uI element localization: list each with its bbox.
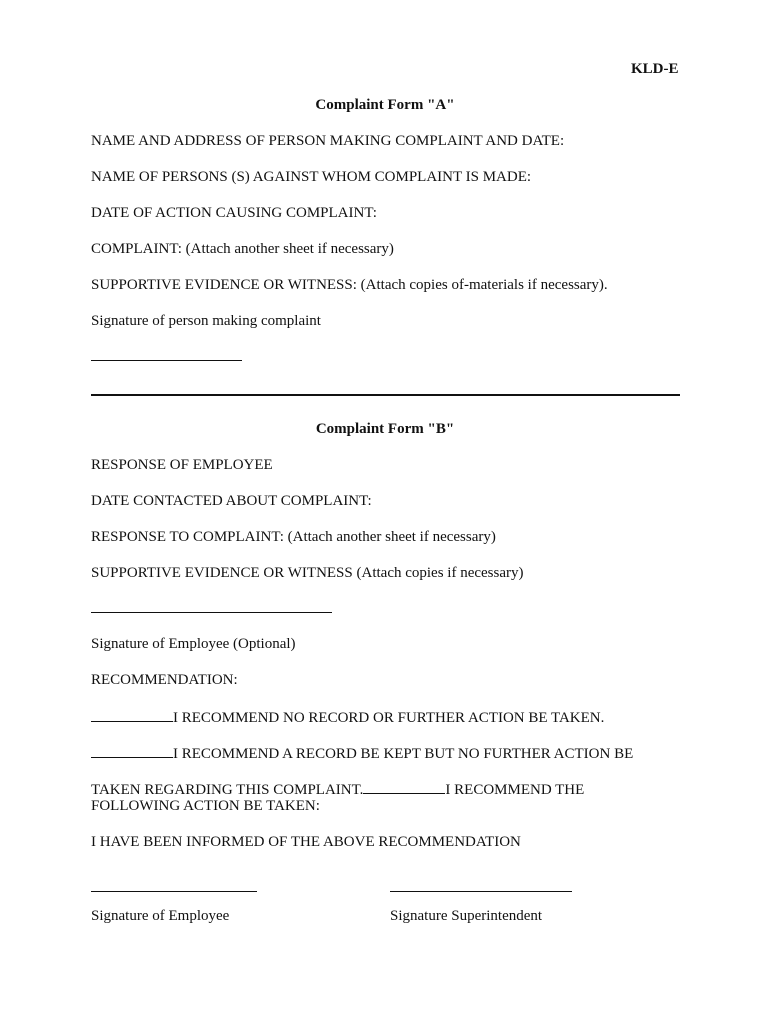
employee-signature-label: Signature of Employee (Optional) [91, 636, 296, 652]
form-a-signature-label: Signature of person making complaint [91, 313, 321, 329]
form-a-signature-line[interactable] [91, 360, 242, 361]
recommendation-1-text: I RECOMMEND NO RECORD OR FURTHER ACTION BE TAKEN. [173, 710, 605, 726]
recommendation-2-cont-text: TAKEN REGARDING THIS COMPLAINT. [91, 782, 364, 798]
recommendation-3-continued: FOLLOWING ACTION BE TAKEN: [91, 798, 320, 814]
recommendation-2-continued [91, 779, 584, 799]
superintendent-signature-label: Signature Superintendent [390, 908, 543, 924]
form-a-field-respondent: NAME OF PERSONS (S) AGAINST WHOM COMPLAINT IS MADE: [91, 169, 532, 185]
superintendent-signature-line[interactable] [390, 891, 572, 892]
form-a-field-complainant: NAME AND ADDRESS OF PERSON MAKING COMPLAINT AND DATE: [91, 133, 565, 149]
recommendation-2 [91, 743, 633, 763]
recommendation-3-blank[interactable] [363, 779, 445, 794]
recommendation-3-text: I RECOMMEND THE [445, 782, 585, 798]
form-b-field-evidence: SUPPORTIVE EVIDENCE OR WITNESS (Attach copies if necessary) [91, 565, 524, 581]
form-a-field-complaint: COMPLAINT: (Attach another sheet if necessary) [91, 241, 394, 257]
recommendation-1 [91, 707, 604, 727]
recommendation-2-blank[interactable] [91, 743, 173, 758]
form-b-field-response-of-employee: RESPONSE OF EMPLOYEE [91, 457, 273, 473]
form-a-field-evidence: SUPPORTIVE EVIDENCE OR WITNESS: (Attach copies of-materials if necessary). [91, 277, 608, 293]
final-employee-signature-label: Signature of Employee [91, 908, 230, 924]
form-b-field-date-contacted: DATE CONTACTED ABOUT COMPLAINT: [91, 493, 372, 509]
recommendation-label: RECOMMENDATION: [91, 672, 238, 688]
form-b-title: Complaint Form "B" [315, 421, 455, 437]
form-a-title: Complaint Form "A" [315, 97, 455, 113]
recommendation-1-blank[interactable] [91, 707, 173, 722]
informed-statement: I HAVE BEEN INFORMED OF THE ABOVE RECOMMENDATION [91, 834, 521, 850]
employee-signature-line[interactable] [91, 612, 332, 613]
final-employee-signature-line[interactable] [91, 891, 257, 892]
recommendation-2-text: I RECOMMEND A RECORD BE KEPT BUT NO FURTHER ACTION BE [173, 746, 634, 762]
section-divider [91, 394, 680, 396]
form-b-field-response: RESPONSE TO COMPLAINT: (Attach another sheet if necessary) [91, 529, 496, 545]
form-a-field-date: DATE OF ACTION CAUSING COMPLAINT: [91, 205, 377, 221]
document-code: KLD-E [631, 61, 679, 77]
